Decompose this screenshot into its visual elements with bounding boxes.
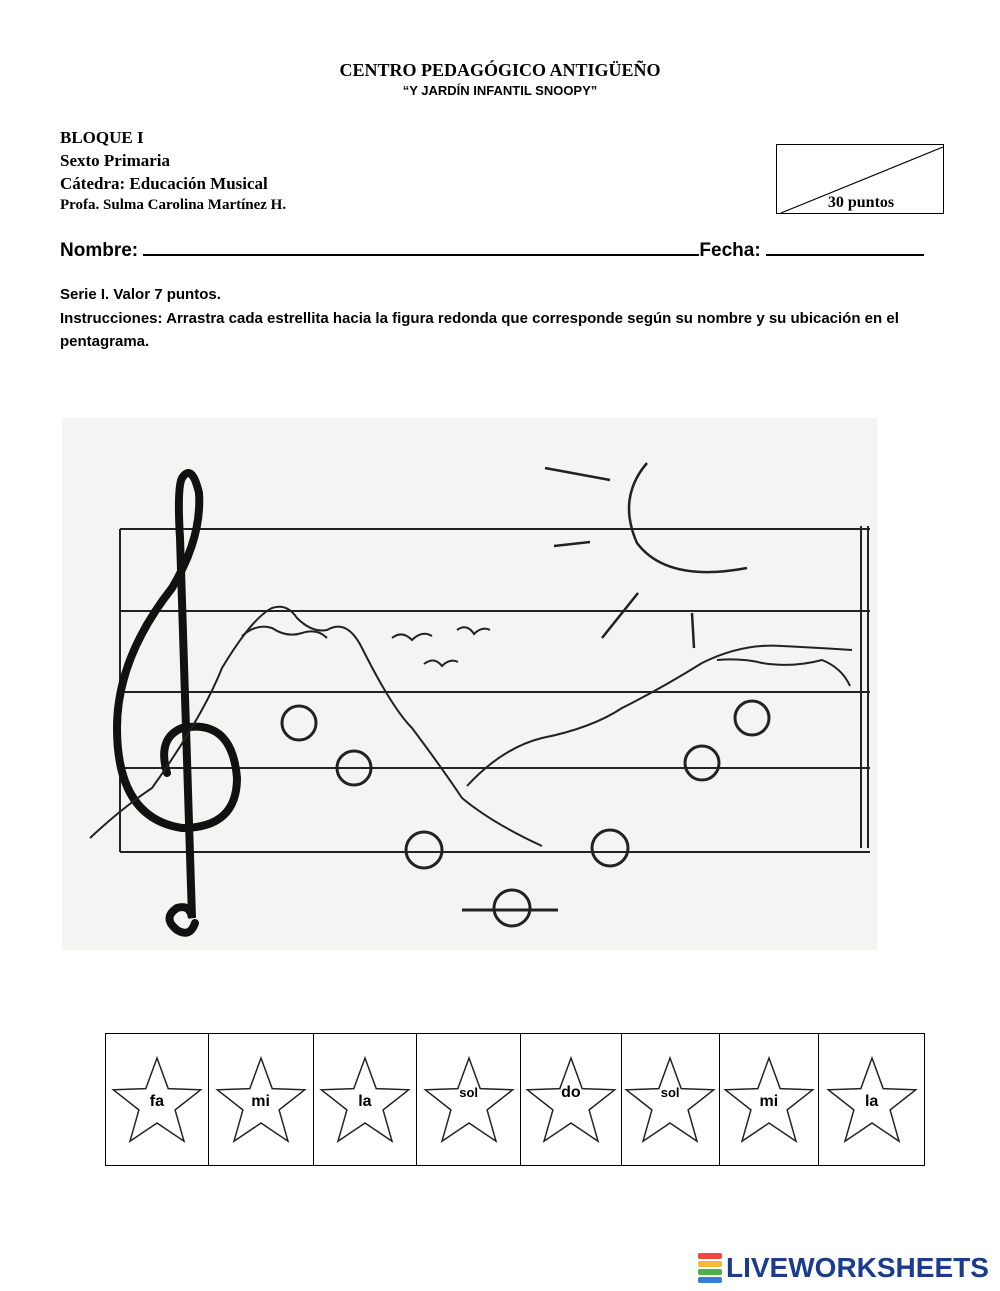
star-label: la [358, 1092, 372, 1110]
school-subtitle: “Y JARDÍN INFANTIL SNOOPY” [402, 83, 598, 98]
star-card[interactable] [417, 1034, 521, 1165]
school-name: CENTRO PEDAGÓGICO ANTIGÜEÑO [339, 60, 661, 80]
birds-icon [392, 627, 490, 666]
star-label: mi [759, 1092, 779, 1110]
note-head-7[interactable] [735, 701, 769, 735]
course-label: Cátedra: Educación Musical [60, 174, 268, 193]
star-label: la [864, 1092, 879, 1110]
star-label: fa [149, 1092, 164, 1110]
staff-drawing [62, 418, 877, 950]
logo-mark-icon [698, 1253, 722, 1283]
block-label: BLOQUE I [60, 128, 144, 147]
note-head-1[interactable] [282, 706, 316, 740]
star-card[interactable] [314, 1034, 418, 1165]
note-heads [282, 701, 769, 926]
star-label: do [561, 1083, 581, 1101]
treble-clef-icon [117, 473, 237, 933]
liveworksheets-logo [698, 1252, 989, 1284]
note-head-6[interactable] [685, 746, 719, 780]
star-label: mi [251, 1092, 270, 1110]
grade-label: Sexto Primaria [60, 151, 170, 170]
date-label: Fecha: [699, 240, 761, 261]
teacher-label: Profa. Sulma Carolina Martínez H. [60, 197, 287, 213]
star-answers-table [105, 1033, 925, 1166]
star-card[interactable] [720, 1034, 820, 1165]
star-label: sol [459, 1085, 479, 1100]
star-card[interactable] [622, 1034, 720, 1165]
star-card[interactable] [819, 1034, 924, 1165]
name-label: Nombre: [60, 240, 139, 261]
score-total: 30 puntos [827, 194, 895, 211]
serie-title: Serie I. Valor 7 puntos. [60, 286, 221, 303]
star-card[interactable] [209, 1034, 314, 1165]
instructions: Instrucciones: Arrastra cada estrellita hacia la figura redonda que corresponde según su nombre y su ubicación en el pentagrama. [60, 310, 899, 350]
score-box [776, 144, 944, 214]
note-head-4[interactable] [494, 890, 530, 926]
sun-icon [545, 463, 747, 648]
star-label: sol [660, 1085, 680, 1100]
star-card[interactable] [521, 1034, 622, 1165]
date-field[interactable] [766, 238, 924, 256]
name-date-line [60, 238, 924, 262]
logo-text: LIVEWORKSHEETS [726, 1252, 989, 1283]
name-field[interactable] [143, 238, 699, 256]
note-head-5[interactable] [592, 830, 628, 866]
star-card[interactable] [106, 1034, 209, 1165]
note-head-3[interactable] [406, 832, 442, 868]
